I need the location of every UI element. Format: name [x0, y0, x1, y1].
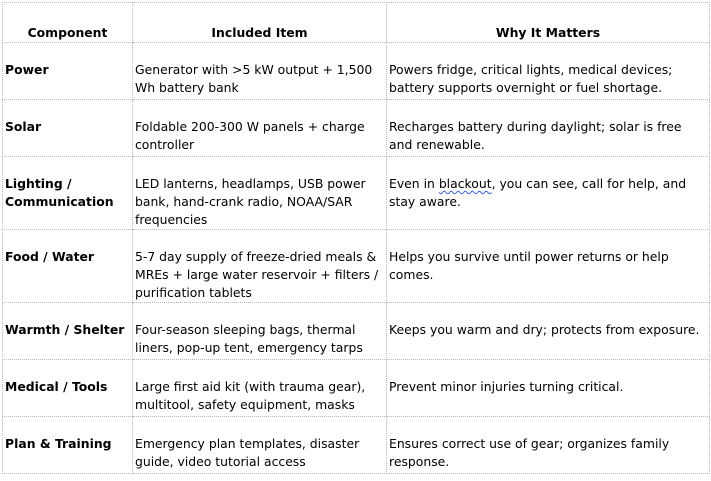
why-cell: Ensures correct use of gear; organizes family response.: [387, 417, 710, 474]
header-why-it-matters: Why It Matters: [387, 3, 710, 43]
component-cell: Lighting / Communication: [3, 157, 133, 230]
component-cell: Medical / Tools: [3, 360, 133, 417]
why-cell: Prevent minor injuries turning critical.: [387, 360, 710, 417]
component-cell: Solar: [3, 100, 133, 157]
why-cell: Powers fridge, critical lights, medical devices; battery supports overnight or fuel shortage.: [387, 43, 710, 100]
why-cell: Helps you survive until power returns or help comes.: [387, 230, 710, 303]
why-cell: [387, 157, 710, 230]
why-text-end: , you can see, call for help, and stay aware.: [389, 176, 687, 209]
component-cell: Food / Water: [3, 230, 133, 303]
table-row: [3, 100, 710, 157]
equipment-table-container: [2, 2, 709, 474]
why-cell: Recharges battery during daylight; solar is free and renewable.: [387, 100, 710, 157]
spellcheck-flagged-word[interactable]: blackout: [438, 176, 492, 191]
why-text-start: Even in: [389, 176, 439, 191]
item-cell: Emergency plan templates, disaster guide, video tutorial access: [133, 417, 387, 474]
table-row: [3, 360, 710, 417]
table-header-row: [3, 3, 710, 43]
table-row: [3, 43, 710, 100]
table-row: [3, 303, 710, 360]
header-component: Component: [3, 3, 133, 43]
item-cell: Foldable 200-300 W panels + charge controller: [133, 100, 387, 157]
component-cell: Plan & Training: [3, 417, 133, 474]
item-cell: Generator with >5 kW output + 1,500 Wh battery bank: [133, 43, 387, 100]
component-cell: Power: [3, 43, 133, 100]
table-row: [3, 230, 710, 303]
header-included-item: Included Item: [133, 3, 387, 43]
item-cell: Large first aid kit (with trauma gear), multitool, safety equipment, masks: [133, 360, 387, 417]
item-cell: Four-season sleeping bags, thermal liners, pop-up tent, emergency tarps: [133, 303, 387, 360]
table-row: [3, 157, 710, 230]
why-cell: Keeps you warm and dry; protects from exposure.: [387, 303, 710, 360]
component-cell: Warmth / Shelter: [3, 303, 133, 360]
equipment-table: [2, 2, 710, 474]
table-row: [3, 417, 710, 474]
item-cell: 5-7 day supply of freeze-dried meals & MREs + large water reservoir + filters / purification tablets: [133, 230, 387, 303]
item-cell: LED lanterns, headlamps, USB power bank, hand-crank radio, NOAA/SAR frequencies: [133, 157, 387, 230]
